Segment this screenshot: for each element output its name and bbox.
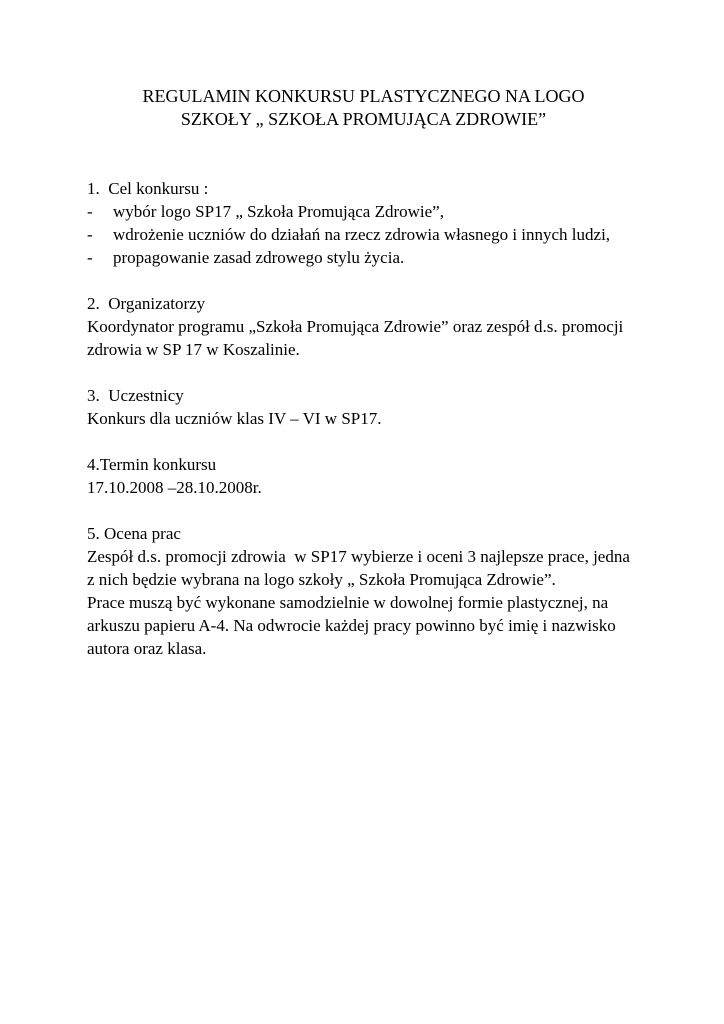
section-ocena-prac (87, 522, 640, 660)
section-4-heading: 4.Termin konkursu (87, 455, 217, 474)
bullet-text-1: wybór logo SP17 „ Szkoła Promująca Zdrowie”, (113, 202, 444, 221)
section-1-heading: 1. Cel konkursu : (87, 179, 209, 198)
bullet-item-3 (87, 246, 640, 269)
section-uczestnicy (87, 384, 640, 430)
section-5-paragraph-1: Zespół d.s. promocji zdrowia w SP17 wybierze i oceni 3 najlepsze prace, jedna z nich będzie wybrana na logo szkoły „ Szkoła Promująca Zdrowie”. (87, 547, 635, 589)
bullet-dash-icon: - (87, 202, 93, 221)
document-title (87, 85, 640, 131)
section-3-paragraph: Konkurs dla uczniów klas IV – VI w SP17. (87, 409, 382, 428)
bullet-item-1 (87, 200, 640, 223)
section-organizatorzy (87, 292, 640, 361)
section-5-paragraph-2: Prace muszą być wykonane samodzielnie w dowolnej formie plastycznej, na arkuszu papieru A-4. Na odwrocie każdej pracy powinno być imię i nazwisko autora oraz klasa. (87, 593, 620, 658)
bullet-item-2 (87, 223, 640, 246)
section-2-paragraph: Koordynator programu „Szkoła Promująca Zdrowie” oraz zespół d.s. promocji zdrowia w SP 17 w Koszalinie. (87, 317, 628, 359)
section-2-heading: 2. Organizatorzy (87, 294, 206, 313)
title-line-1: REGULAMIN KONKURSU PLASTYCZNEGO NA LOGO (142, 86, 585, 106)
section-4-paragraph: 17.10.2008 –28.10.2008r. (87, 478, 262, 497)
bullet-dash-icon: - (87, 248, 93, 267)
bullet-text-3: propagowanie zasad zdrowego stylu życia. (113, 248, 405, 267)
title-line-2: SZKOŁY „ SZKOŁA PROMUJĄCA ZDROWIE” (180, 109, 547, 129)
bullet-dash-icon: - (87, 225, 93, 244)
section-3-heading: 3. Uczestnicy (87, 386, 184, 405)
section-5-heading: 5. Ocena prac (87, 524, 181, 543)
bullet-text-2: wdrożenie uczniów do działań na rzecz zdrowia własnego i innych ludzi, (113, 225, 611, 244)
section-termin-konkursu (87, 453, 640, 499)
section-cel-konkursu (87, 177, 640, 269)
